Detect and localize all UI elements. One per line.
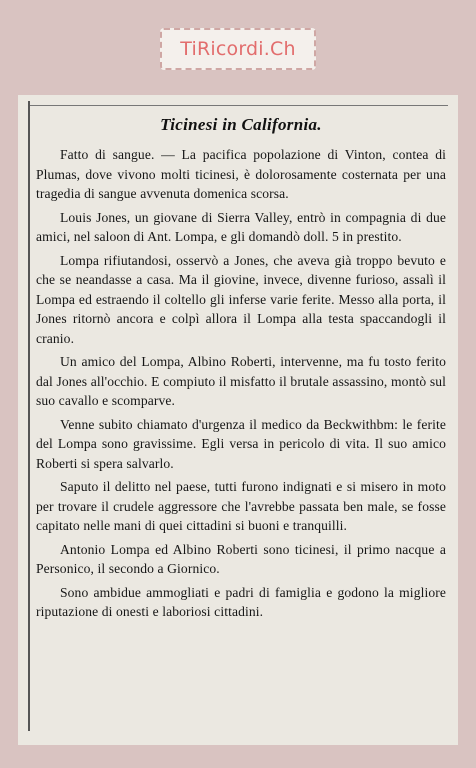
article-title: Ticinesi in California. — [160, 115, 322, 134]
site-logo-text: TiRicordi.Ch — [180, 38, 296, 60]
article-paragraph: Venne subito chiamato d'urgenza il medico da Beckwithbm: le ferite del Lompa sono gravissime. Egli versa in pericolo di vita. Il suo amico Roberti si spera salvarlo. — [36, 416, 446, 471]
article-paragraph: Sono ambidue ammogliati e padri di famiglia e godono la migliore riputazione di onesti e laboriosi cittadini. — [36, 584, 446, 619]
article-paragraph: Un amico del Lompa, Albino Roberti, intervenne, ma fu tosto ferito dal Jones all'occhio. E compiuto il misfatto il brutale assassino, montò sul suo cavallo e scomparve. — [36, 354, 446, 408]
newspaper-clipping — [18, 95, 458, 745]
article-paragraph: Antonio Lompa ed Albino Roberti sono ticinesi, il primo nacque a Personico, il secondo a Giornico. — [36, 541, 446, 576]
article-paragraph: Lompa rifiutandosi, osservò a Jones, che aveva già troppo bevuto e che se neandasse a casa. Ma il giovine, invece, divenne furioso, assalì il Lompa ed estraendo il coltello gli inferse varie ferite. Messo alla porta, il Jones ritornò ancora e colpì allora il Lompa alla testa spaccandogli il cranio. — [36, 252, 446, 346]
article-paragraph: Louis Jones, un giovane di Sierra Valley, entrò in compagnia di due amici, nel saloon di Ant. Lompa, e gli domandò doll. 5 in prestito. — [36, 209, 446, 244]
article-paragraph: Fatto di sangue. — La pacifica popolazione di Vinton, contea di Plumas, dove vivono molti ticinesi, è dolorosamente costernata per una tragedia di sangue avvenuta domenica scorsa. — [36, 147, 446, 201]
site-logo — [160, 28, 316, 70]
article-paragraph: Saputo il delitto nel paese, tutti furono indignati e si misero in moto per trovare il crudele aggressore che l'avrebbe passata ben male, se fosse capitato nelle mani di quei cittadini si buoni e tranquilli. — [36, 479, 446, 533]
column-rule-left — [28, 101, 30, 731]
column-rule-top — [30, 105, 448, 106]
